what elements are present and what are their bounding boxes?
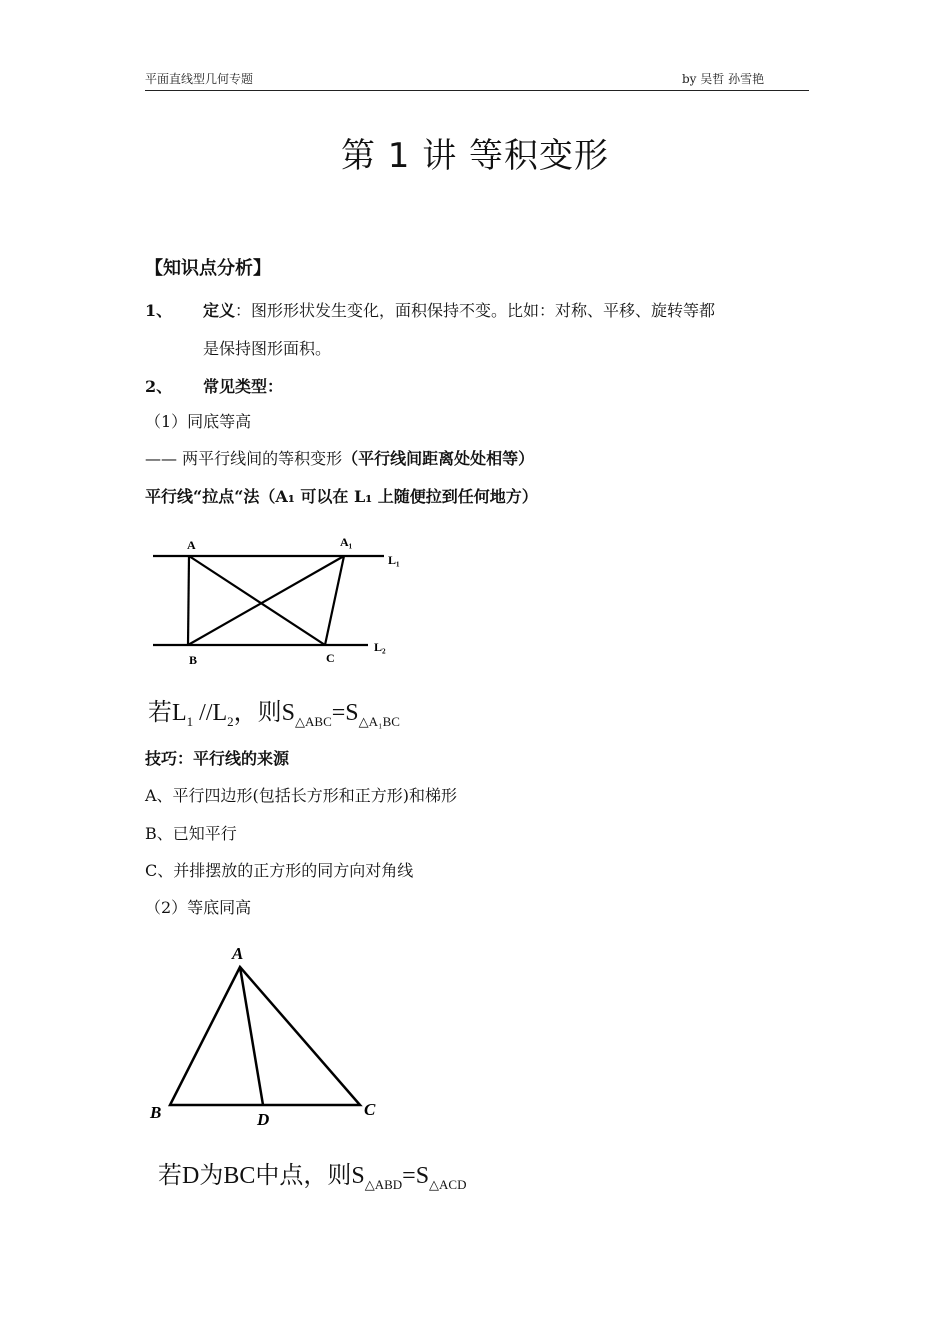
dash-line — [145, 446, 534, 469]
segment-A1C — [325, 556, 344, 645]
label-B: B — [150, 1103, 162, 1122]
formula1-s2: 2 — [227, 713, 234, 729]
label-A: A — [187, 538, 196, 552]
figure-triangle — [140, 935, 400, 1135]
formula1-sub1: △ABC — [295, 713, 332, 729]
point1-text — [203, 298, 715, 321]
pull-method: 平行线“拉点“法（A₁ 可以在 L₁ 上随便拉到任何地方） — [145, 487, 538, 506]
label-D: D — [257, 1110, 270, 1129]
triangle-ABC — [170, 967, 360, 1105]
point1-line2: 是保持图形面积。 — [203, 339, 332, 358]
tip-item: B、已知平行 — [145, 824, 237, 843]
figure-parallel-lines — [140, 528, 410, 678]
header-left: 平面直线型几何专题 — [145, 72, 254, 86]
label-A1: A₁ — [340, 535, 353, 549]
tip-heading: 技巧：平行线的来源 — [145, 749, 290, 768]
formula-parallel — [148, 692, 400, 730]
page-title: 第 1 讲 等积变形 — [340, 136, 610, 176]
formula1-mid1: //L — [193, 700, 228, 726]
formula1-mid2: ，则S — [233, 700, 296, 726]
label-A: A — [232, 944, 244, 963]
label-L2: L₂ — [374, 640, 386, 654]
formula2-sub2: △ACD — [429, 1176, 467, 1192]
label-B: B — [189, 653, 198, 667]
dash-prefix: —— 两平行线间的等积变形 — [145, 449, 343, 468]
segment-AB — [188, 556, 189, 645]
dash-bold: （平行线间距离处处相等） — [342, 449, 535, 468]
formula2-sub1: △ABD — [364, 1176, 403, 1192]
section-heading: 【知识点分析】 — [145, 258, 271, 279]
point1-label: 定义 — [203, 301, 236, 320]
header-rule — [145, 90, 809, 91]
formula1-eq: =S — [331, 700, 359, 726]
formula2-eq: =S — [402, 1163, 430, 1189]
formula1-pre: 若L — [148, 700, 187, 726]
tip-item: C、并排摆放的正方形的同方向对角线 — [145, 861, 414, 880]
label-C: C — [326, 651, 335, 665]
formula-midpoint — [158, 1155, 467, 1193]
type1-heading: （1）同底等高 — [145, 412, 252, 431]
label-C: C — [364, 1100, 376, 1119]
point1-line1: ：图形形状发生变化，面积保持不变。比如：对称、平移、旋转等都 — [235, 301, 716, 320]
point2-number: 2、 — [145, 377, 173, 396]
header-right: by 吴哲 孙雪艳 — [682, 72, 765, 86]
formula1-s1: 1 — [186, 713, 194, 729]
point1-number: 1、 — [145, 301, 173, 320]
formula1-sub2: △A₁BC — [358, 713, 400, 729]
label-L1: L₁ — [388, 553, 400, 567]
point2-label: 常见类型： — [203, 377, 284, 396]
type2-heading: （2）等底同高 — [145, 898, 252, 917]
formula2-pre: 若D为BC中点，则S — [158, 1163, 365, 1189]
tip-item: A、平行四边形(包括长方形和正方形)和梯形 — [145, 786, 458, 805]
